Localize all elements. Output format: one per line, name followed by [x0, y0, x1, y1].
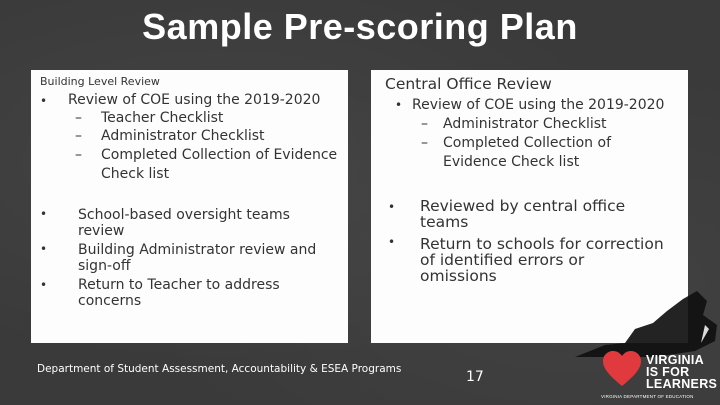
dash-icon: – — [75, 110, 82, 126]
bullet-text: Review of COE using the 2019-2020 — [412, 97, 665, 113]
bullet-text: Review of COE using the 2019-2020 — [68, 92, 321, 108]
bullet-text: Building Administrator review and sign-off — [78, 242, 317, 274]
bullet-icon: • — [388, 200, 396, 214]
bullet-icon: • — [388, 235, 396, 249]
bullet-icon: • — [40, 207, 48, 221]
bullet-text: Reviewed by central office teams — [420, 197, 626, 231]
bullet-icon: • — [40, 278, 48, 292]
heart-icon — [602, 350, 642, 388]
slide-title: Sample Pre-scoring Plan — [142, 6, 578, 47]
sub-item: Teacher Checklist — [101, 110, 224, 126]
dash-icon: – — [421, 116, 428, 132]
virginia-is-for-learners-logo — [596, 345, 720, 405]
sub-item-continuation: Check list — [101, 166, 170, 182]
bullet-text: Return to schools for correction of identified errors or omissions — [420, 235, 664, 285]
department-footer: Department of Student Assessment, Accountability & ESEA Programs — [37, 363, 402, 375]
bullet-text: School-based oversight teams review — [78, 207, 290, 239]
sub-item: Completed Collection of — [443, 135, 611, 151]
sub-item: Completed Collection of Evidence — [101, 147, 338, 163]
bullet-icon: • — [395, 98, 403, 112]
page-number: 17 — [466, 369, 484, 385]
panel-heading: Building Level Review — [40, 75, 160, 88]
dash-icon: – — [75, 147, 82, 163]
panel-heading: Central Office Review — [385, 75, 552, 93]
logo-wordmark: VIRGINIA IS FOR LEARNERS — [646, 353, 718, 391]
sub-item-continuation: Evidence Check list — [443, 154, 580, 170]
logo-subtitle: VIRGINIA DEPARTMENT OF EDUCATION — [601, 394, 694, 399]
dash-icon: – — [75, 128, 82, 144]
sub-item: Administrator Checklist — [443, 116, 607, 132]
building-level-panel — [31, 70, 348, 343]
sub-item: Administrator Checklist — [101, 128, 265, 144]
dash-icon: – — [421, 135, 428, 151]
bullet-icon: • — [40, 242, 48, 256]
bullet-icon: • — [40, 94, 48, 108]
bullet-text: Return to Teacher to address concerns — [78, 277, 280, 309]
